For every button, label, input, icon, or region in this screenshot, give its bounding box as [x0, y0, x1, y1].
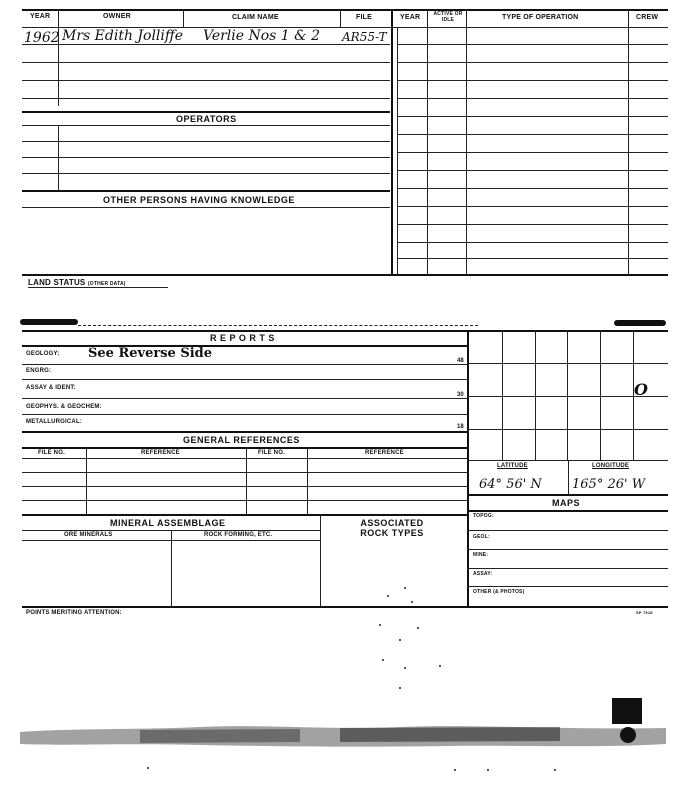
maps-title: MAPS [552, 498, 581, 508]
latitude-label: LATITUDE [497, 463, 528, 469]
entry-claim-name: Verlie Nos 1 & 2 [203, 28, 320, 44]
rock-forming-label: ROCK FORMING, ETC. [204, 532, 273, 538]
num-30: 30 [457, 392, 464, 398]
mineral-assemblage-title: MINERAL ASSEMBLAGE [110, 518, 226, 528]
num-18: 18 [457, 424, 464, 430]
geology-label: GEOLOGY: [26, 351, 60, 357]
ore-minerals-label: ORE MINERALS [64, 532, 113, 538]
header-owner: OWNER [103, 13, 131, 20]
land-status-sub: (OTHER DATA) [87, 281, 126, 287]
header-year: YEAR [30, 13, 51, 20]
engrg-label: ENGRG: [26, 368, 52, 374]
geophys-label: GEOPHYS. & GEOCHEM: [26, 404, 102, 410]
entry-owner: Mrs Edith Jolliffe [62, 28, 184, 44]
entry-year: 1962 [24, 30, 60, 46]
ref-reference-2: REFERENCE [365, 450, 404, 456]
form-number: SP 7918 [636, 610, 653, 615]
maps-geol: GEOL: [473, 534, 490, 540]
general-references-title: GENERAL REFERENCES [183, 435, 300, 445]
scan-noise [0, 580, 678, 809]
ref-file-no-2: FILE NO. [258, 450, 285, 456]
maps-other: OTHER (& PHOTOS) [473, 589, 525, 595]
other-persons-title: OTHER PERSONS HAVING KNOWLEDGE [103, 195, 295, 205]
ref-file-no-1: FILE NO. [38, 450, 65, 456]
points-meriting-label: POINTS MERITING ATTENTION: [26, 610, 122, 616]
entry-file: AR55-T [342, 30, 387, 44]
land-status-title: LAND STATUS [28, 278, 86, 287]
metallurgical-label: METALLURGICAL: [26, 419, 83, 425]
header-file: FILE [356, 14, 372, 21]
longitude-label: LONGITUDE [592, 463, 630, 469]
num-48: 48 [457, 358, 464, 364]
geology-value: See Reverse Side [88, 346, 213, 361]
latitude-value: 64° 56' N [479, 477, 542, 492]
assay-ident-label: ASSAY & IDENT: [26, 385, 76, 391]
header-active-or-idle: ACTIVE OR IDLE [433, 11, 463, 23]
maps-topog: TOPOG: [473, 513, 494, 519]
header-type-of-operation: TYPE OF OPERATION [502, 14, 579, 21]
grid-mark: O [634, 380, 648, 399]
maps-assay: ASSAY: [473, 571, 493, 577]
associated-rock-types-title: ASSOCIATED ROCK TYPES [360, 518, 424, 538]
land-status-label [28, 278, 126, 287]
header-crew: CREW [636, 14, 659, 21]
ref-reference-1: REFERENCE [141, 450, 180, 456]
operators-title: OPERATORS [176, 114, 237, 124]
header-year-2: YEAR [400, 14, 421, 21]
header-claim-name: CLAIM NAME [232, 14, 279, 21]
reports-title: R E P O R T S [210, 333, 275, 343]
longitude-value: 165° 26' W [572, 477, 646, 492]
maps-mine: MINE: [473, 552, 489, 558]
